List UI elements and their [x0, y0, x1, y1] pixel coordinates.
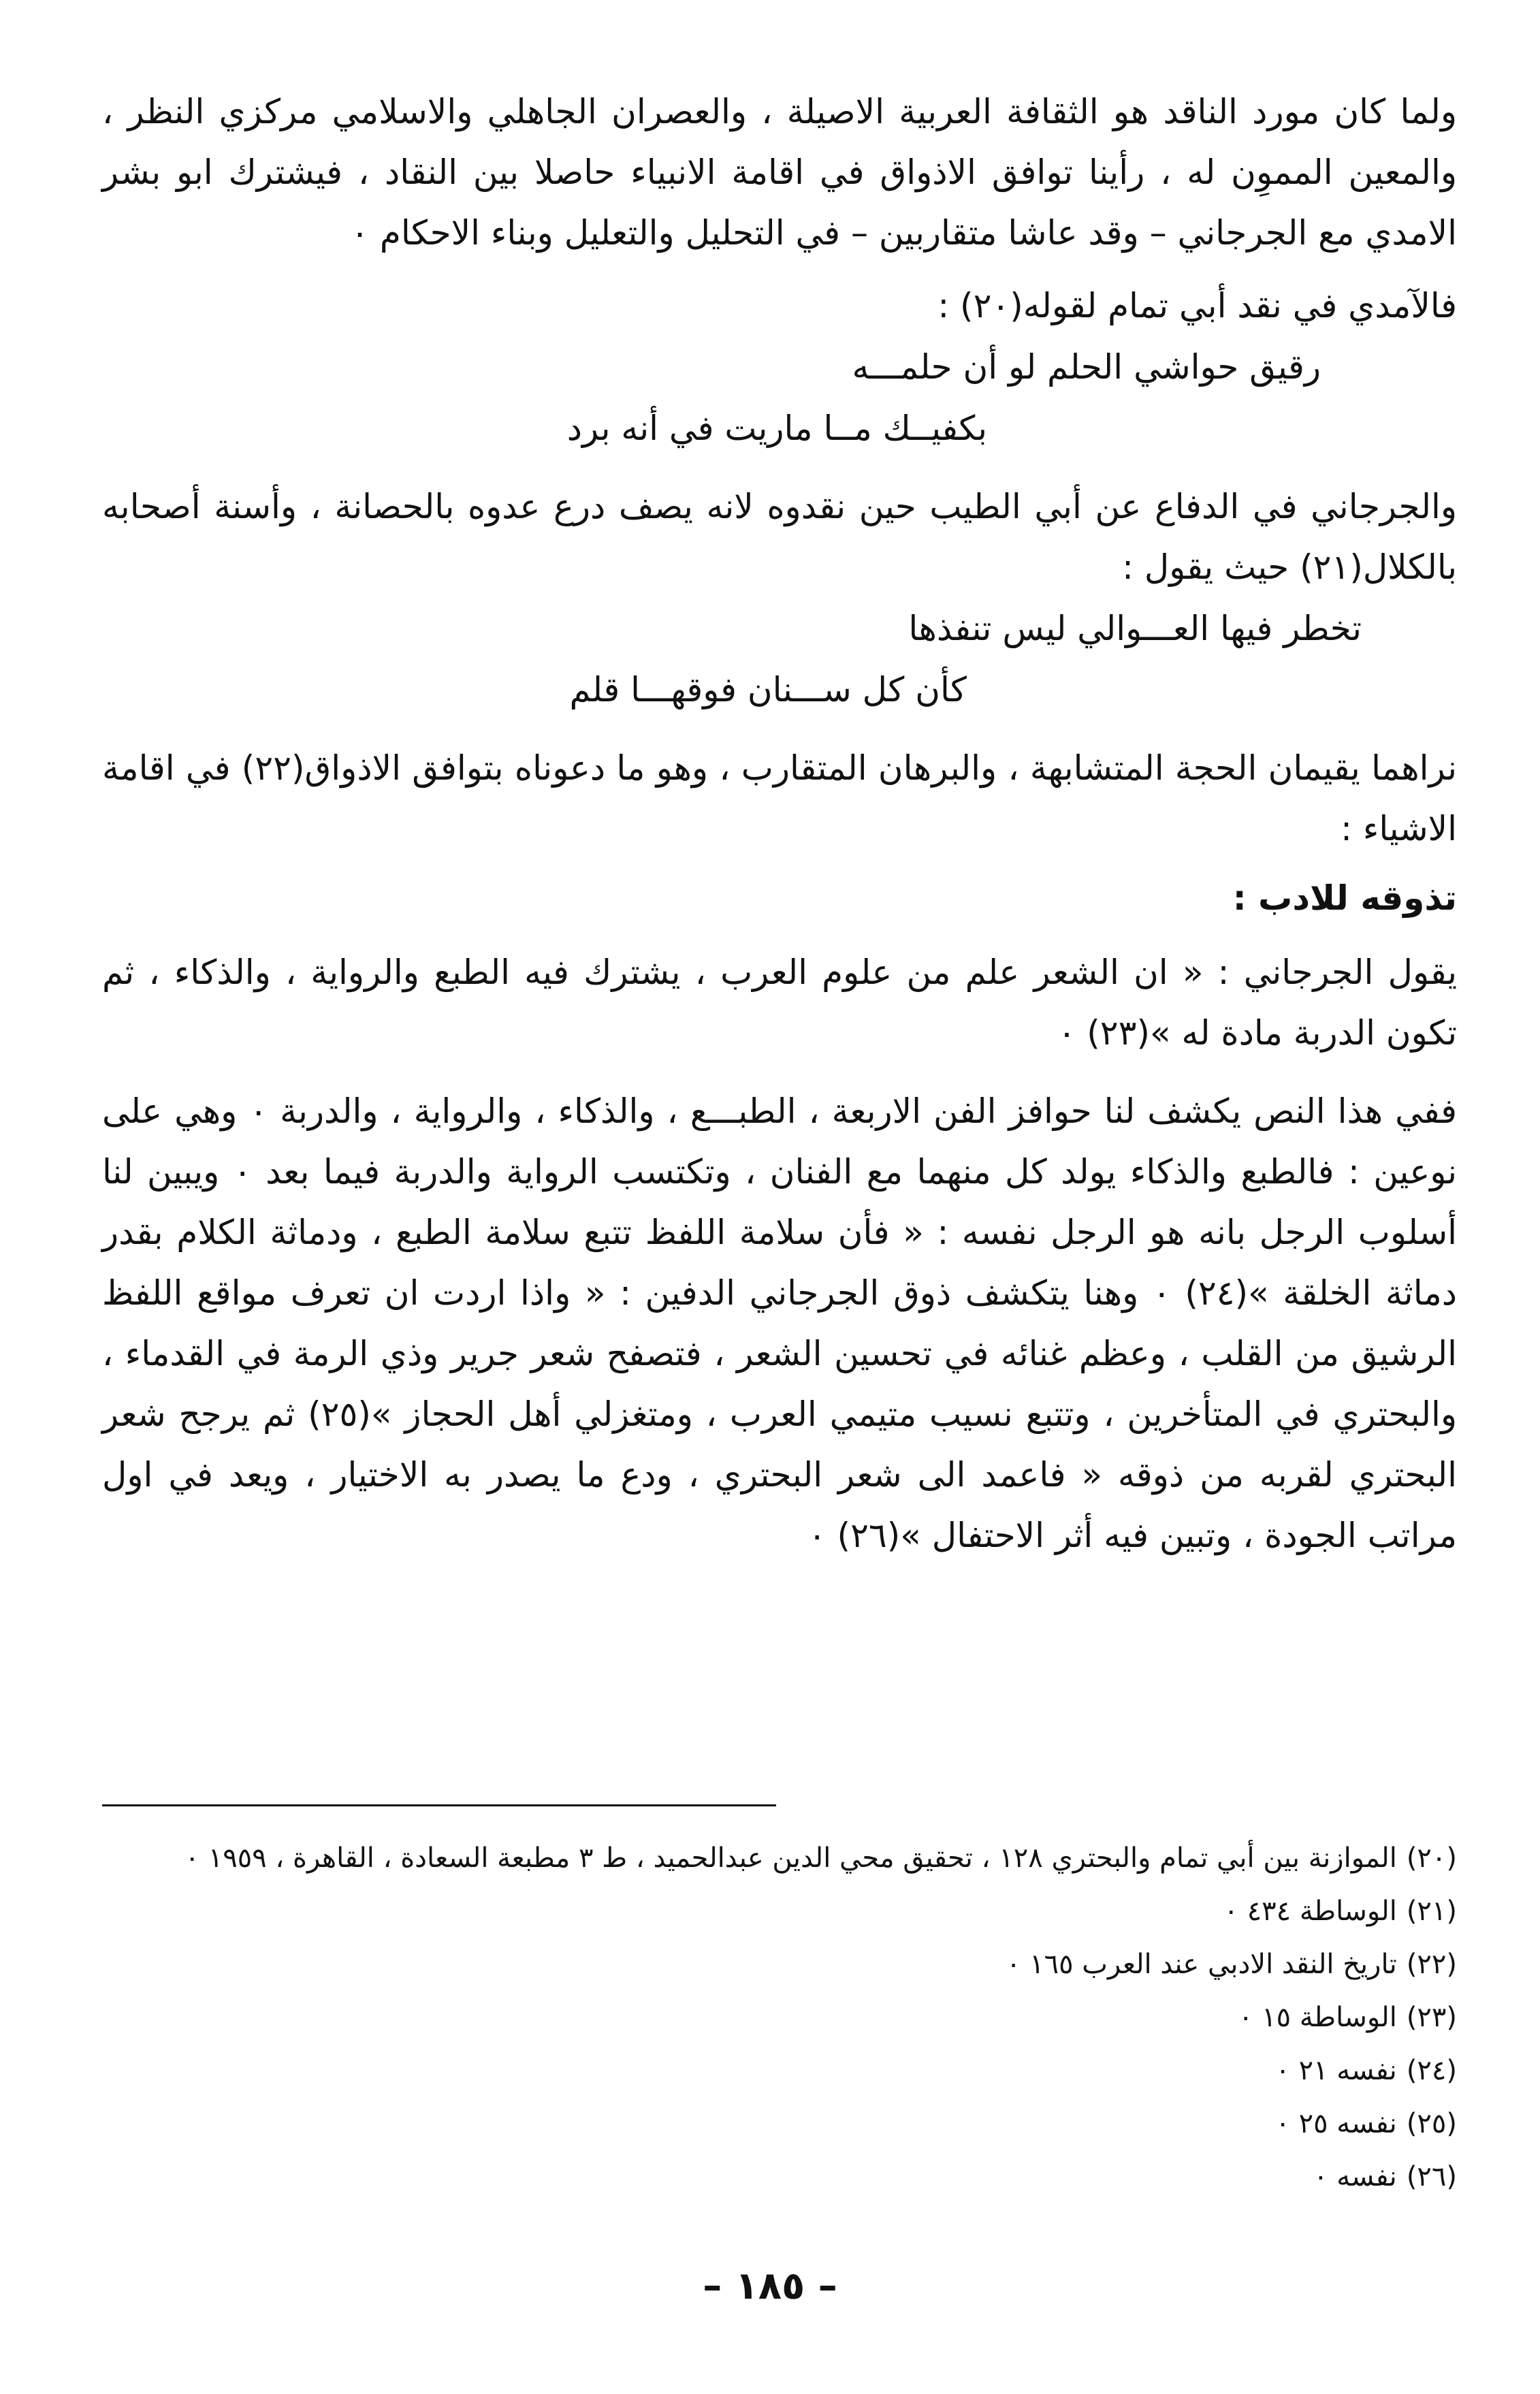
verse-1-hemistich-1: رقيق حواشي الحلم لو أن حلمـــه	[852, 347, 1321, 387]
footnote-26	[102, 2150, 1457, 2203]
paragraph-intro: ولما كان مورد الناقد هو الثقافة العربية الاصيلة ، والعصران الجاهلي والاسلامي مركزي النظر ، والمعين المموِن له ، رأينا توافق الاذواق في اقامة الانبياء حاصلا بين النقاد ، فيشترك ابو بشر الامدي مع الجرجاني – وقد عاشا متقاربين – في التحليل والتعليل وبناء الاحكام ٠	[102, 92, 1457, 253]
footnote-20	[102, 1832, 1457, 1885]
section-heading: تذوقه للادب :	[1232, 878, 1457, 918]
footnote-22	[102, 1938, 1457, 1991]
footnote-number: (٢٥)	[1406, 2108, 1457, 2139]
verse-1-hemistich-2: بكفيــك مــا ماريت في أنه برد	[566, 409, 987, 448]
paragraph-four-motives: ففي هذا النص يكشف لنا حوافز الفن الاربعة ، الطبـــع ، والذكاء ، والرواية ، والدربة ٠ وهي على نوعين : فالطبع والذكاء يولد كل منهما مع الفنان ، وتكتسب الرواية والدربة فيما بعد ٠ ويبين لنا أسلوب الرجل بانه هو الرجل نفسه : « فأن سلامة اللفظ تتبع سلامة الطبع ، ودماثة الكلام بقدر دماثة الخلقة »(٢٤) ٠ وهنا يتكشف ذوق الجرجاني الدفين : « واذا اردت ان تعرف مواقع اللفظ الرشيق من القلب ، وعظم غنائه في تحسين الشعر ، فتصفح شعر جرير وذي الرمة في القدماء ، والبحتري في المتأخرين ، وتتبع نسيب متيمي العرب ، ومتغزلي أهل الحجاز »(٢٥) ثم يرجح شعر البحتري لقربه من ذوقه « فاعمد الى شعر البحتري ، ودع ما يصدر به الاختيار ، ويعد في اول مراتب الجودة ، وتبين فيه أثر الاحتفال »(٢٦) ٠	[102, 1091, 1457, 1555]
page-number: – ١٨٥ –	[703, 2264, 837, 2308]
footnote-23	[102, 1991, 1457, 2044]
footnote-number: (٢٣)	[1406, 2002, 1457, 2033]
footnote-text: نفسه ٢٥ ٠	[1275, 2108, 1397, 2139]
footnote-number: (٢١)	[1406, 1896, 1457, 1927]
footnote-divider	[102, 1804, 776, 1806]
footnote-25	[102, 2097, 1457, 2150]
footnote-24	[102, 2044, 1457, 2097]
footnote-text: تاريخ النقد الادبي عند العرب ١٦٥ ٠	[1006, 1949, 1397, 1980]
footnote-number: (٢٤)	[1406, 2055, 1457, 2086]
verse-block-2	[102, 598, 1457, 720]
footnote-number: (٢٠)	[1406, 1842, 1457, 1874]
footnote-text: الموازنة بين أبي تمام والبحتري ١٢٨ ، تحقيق محي الدين عبدالحميد ، ط ٣ مطبعة السعادة ، القاهرة ، ١٩٥٩ ٠	[185, 1842, 1397, 1874]
verse-2-hemistich-1: تخطر فيها العـــوالي ليس تنفذها	[908, 609, 1362, 648]
paragraph-amidi-intro: فالآمدي في نقد أبي تمام لقوله(٢٠) :	[937, 286, 1457, 325]
footnote-21	[102, 1885, 1457, 1938]
paragraph-taste-agreement: نراهما يقيمان الحجة المتشابهة ، والبرهان المتقارب ، وهو ما دعوناه بتوافق الاذواق(٢٢) في اقامة الاشياء :	[102, 748, 1457, 848]
footnote-number: (٢٦)	[1406, 2161, 1457, 2192]
paragraph-jurjani-defense: والجرجاني في الدفاع عن أبي الطيب حين نقدوه لانه يصف درع عدوه بالحصانة ، وأسنة أصحابه بالكلال(٢١) حيث يقول :	[102, 487, 1457, 587]
verse-2-hemistich-2: كأن كل ســـنان فوقهـــا قلم	[569, 670, 967, 709]
footnote-text: نفسه ٠	[1313, 2161, 1397, 2192]
footnote-number: (٢٢)	[1406, 1949, 1457, 1980]
page-body	[102, 82, 1457, 1566]
paragraph-jurjani-quote: يقول الجرجاني : « ان الشعر علم من علوم العرب ، يشترك فيه الطبع والرواية ، والذكاء ، ثم تكون الدربة مادة له »(٢٣) ٠	[102, 953, 1457, 1053]
verse-block-1	[102, 336, 1457, 459]
footnote-text: الوساطة ٤٣٤ ٠	[1223, 1896, 1397, 1927]
footnotes	[102, 1832, 1457, 2203]
footnote-text: نفسه ٢١ ٠	[1275, 2055, 1397, 2086]
footnote-text: الوساطة ١٥ ٠	[1238, 2002, 1397, 2033]
